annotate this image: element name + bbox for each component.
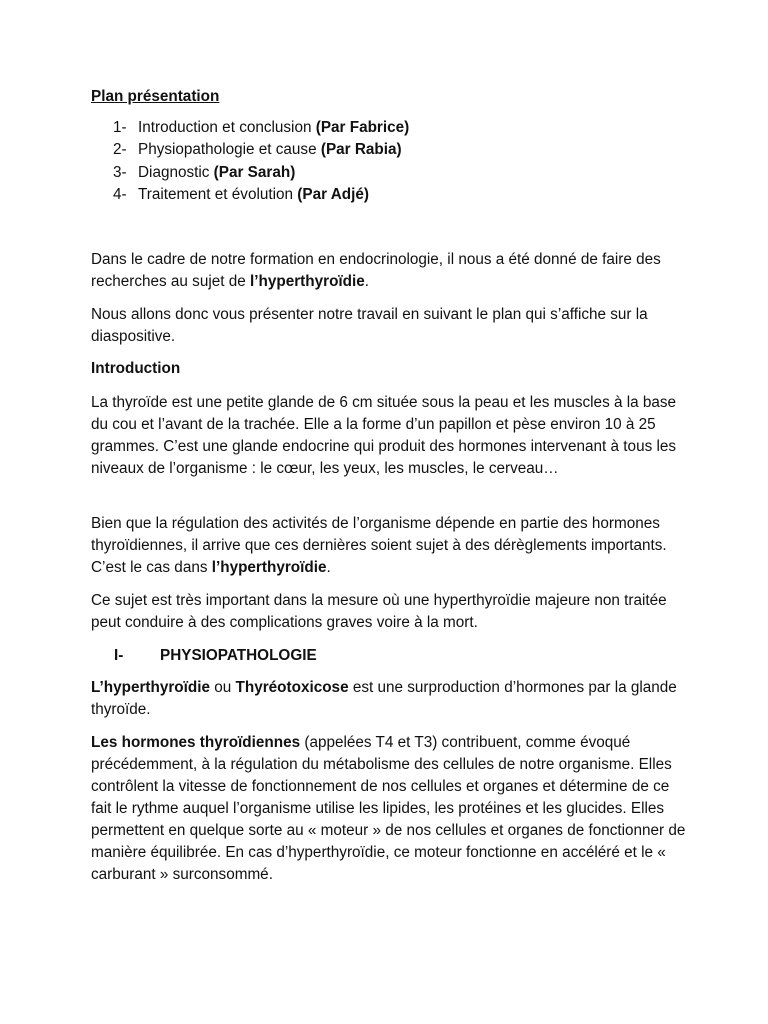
- plan-announcement-paragraph: Nous allons donc vous présenter notre travail en suivant le plan qui s’affiche sur la diaspositive.: [91, 306, 648, 345]
- importance-paragraph: Ce sujet est très important dans la mesure où une hyperthyroïdie majeure non traitée peut conduire à des complications graves voire à la mort.: [91, 592, 667, 631]
- introduction-heading: Introduction: [91, 360, 181, 377]
- plan-item: 1- Introduction et conclusion (Par Fabrice): [113, 119, 410, 136]
- plan-item: 4- Traitement et évolution (Par Adjé): [113, 185, 369, 203]
- plan-item: 3- Diagnostic (Par Sarah): [113, 163, 296, 181]
- thyroid-description-paragraph: La thyroïde est une petite glande de 6 cm située sous la peau et les muscles à la base du cou et l’avant de la trachée. Elle a la forme d’un papillon et pèse environ 10 à 25 grammes. C’est une glande endocrine qui produit des hormones intervenant à tous les niveaux de l’organisme : le cœur, les yeux, les muscles, le cerveau…: [91, 394, 677, 477]
- definition-paragraph: L’hyperthyroïdie ou Thyréotoxicose est une surproduction d’hormones par la glande thyroïde.: [91, 679, 677, 718]
- plan-list: [113, 117, 409, 206]
- hormones-paragraph: Les hormones thyroïdiennes (appelées T4 et T3) contribuent, comme évoqué précédemment, à la régulation du métabolisme des cellules de notre organisme. Elles contrôlent la vitesse de fonctionnement de nos cellules et organes et détermine de ce fait le rythme auquel l’organisme utilise les lipides, les protéines et les glucides. Elles permettent en quelque sorte au « moteur » de nos cellules et organes de fonctionner de manière équilibrée. En cas d’hyperthyroïdie, ce moteur fonctionne en accéléré et le « carburant » surconsommé.: [91, 734, 686, 883]
- regulation-paragraph: Bien que la régulation des activités de l’organisme dépende en partie des hormones thyroïdiennes, il arrive que ces dernières soient sujet à des dérèglements importants. C’est le cas dans l’hyperthyroïdie.: [91, 515, 667, 576]
- plan-item: 2- Physiopathologie et cause (Par Rabia): [113, 141, 402, 159]
- context-paragraph: Dans le cadre de notre formation en endocrinologie, il nous a été donné de faire des recherches au sujet de l’hyperthyroïdie.: [91, 251, 661, 290]
- plan-title: Plan présentation: [91, 88, 220, 105]
- section-heading-physiopathologie: I- PHYSIOPATHOLOGIE: [114, 647, 317, 664]
